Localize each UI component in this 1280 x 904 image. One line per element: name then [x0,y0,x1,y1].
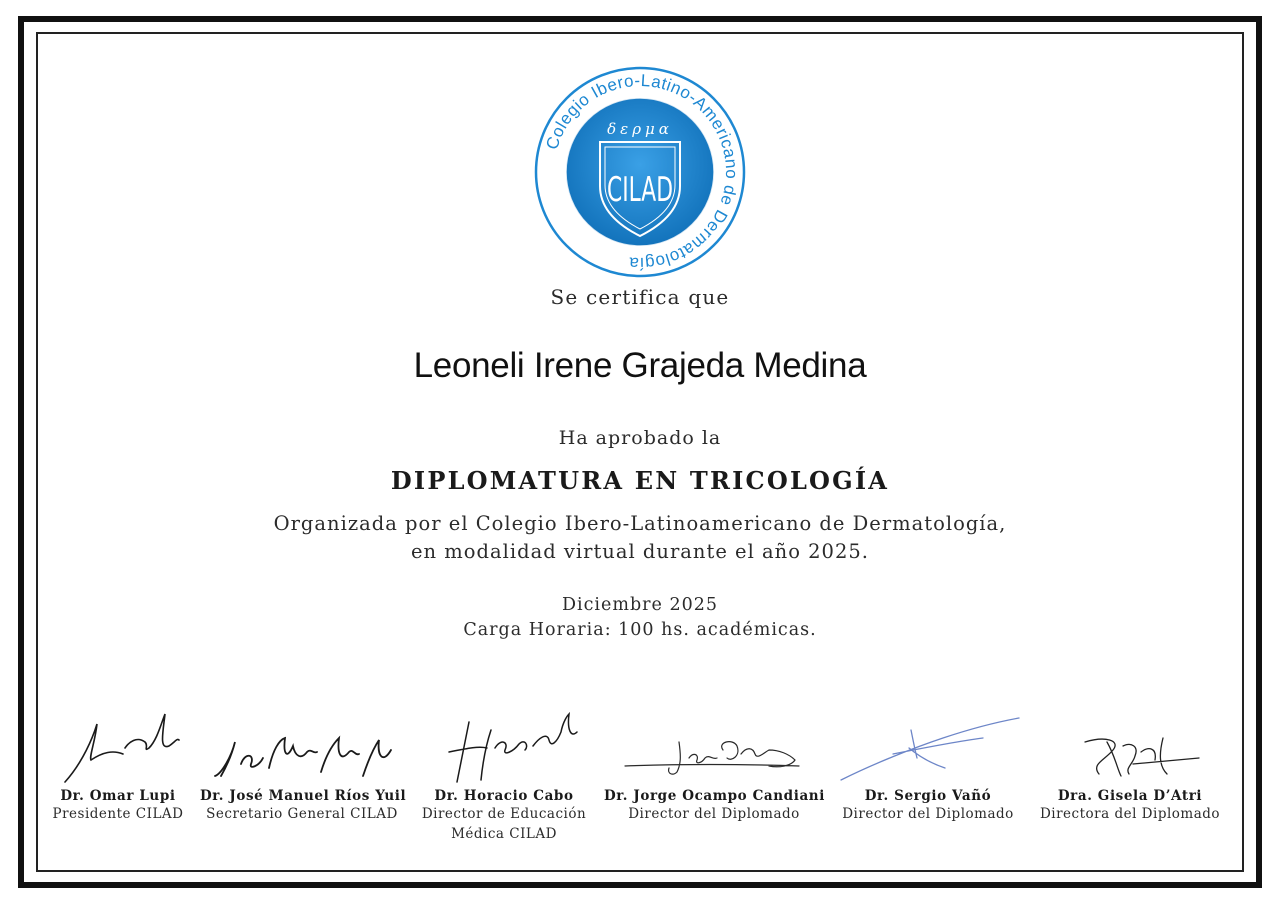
signatory-name: Dra. Gisela D’Atri [1057,788,1203,804]
signatory-role-line-1: Director de Educación [421,806,587,822]
signatory-name: Dr. Sergio Vañó [864,788,992,804]
signatory-name: Dr. José Manuel Ríos Yuil [200,788,407,804]
description-line-1: Organizada por el Colegio Ibero-Latinoamericano de Dermatología, [273,512,1007,535]
course-hours: Carga Horaria: 100 hs. académicas. [463,620,817,640]
signature-omar-lupi [53,702,183,786]
signature-jorge-ocampo [619,702,809,786]
seal-monogram: CILAD [607,170,673,210]
signatory-name: Dr. Jorge Ocampo Candiani [604,788,825,804]
signature-jose-manuel-rios-yuil [207,702,397,786]
signatory-5 [832,702,1024,824]
signatory-name: Dr. Omar Lupi [60,788,176,804]
signatory-4 [604,702,824,824]
signature-horacio-cabo [429,702,579,786]
signatory-6 [1032,702,1228,824]
certify-intro: Se certifica que [550,285,730,309]
signatory-3 [412,702,596,844]
cilad-seal-logo [534,66,746,278]
signature-sergio-vano [833,702,1023,786]
signatory-role-line-2: Médica CILAD [451,826,557,842]
course-description [0,510,1280,566]
signatory-name: Dr. Horacio Cabo [434,788,574,804]
signatory-role: Secretario General CILAD [206,806,398,822]
signatory-2 [200,702,407,824]
signature-gisela-datri [1055,702,1205,786]
signatory-1 [44,702,192,824]
description-line-2: en modalidad virtual durante el año 2025. [411,540,869,563]
signatures-row [40,702,1240,852]
signatory-role: Director del Diplomado [628,806,800,822]
date-block [0,593,1280,643]
seal-ring-text: Colegio Ibero-Latino-Americano de Dermatología [542,70,742,274]
signatory-role: Director del Diplomado [842,806,1014,822]
issue-date: Diciembre 2025 [562,595,718,615]
approved-text: Ha aprobado la [558,427,722,449]
course-title: DIPLOMATURA EN TRICOLOGÍA [390,466,890,495]
signatory-role: Directora del Diplomado [1039,806,1221,822]
seal-greek-text: δερμα [607,120,673,138]
recipient-name: Leoneli Irene Grajeda Medina [413,346,867,385]
signatory-role: Presidente CILAD [52,806,184,822]
